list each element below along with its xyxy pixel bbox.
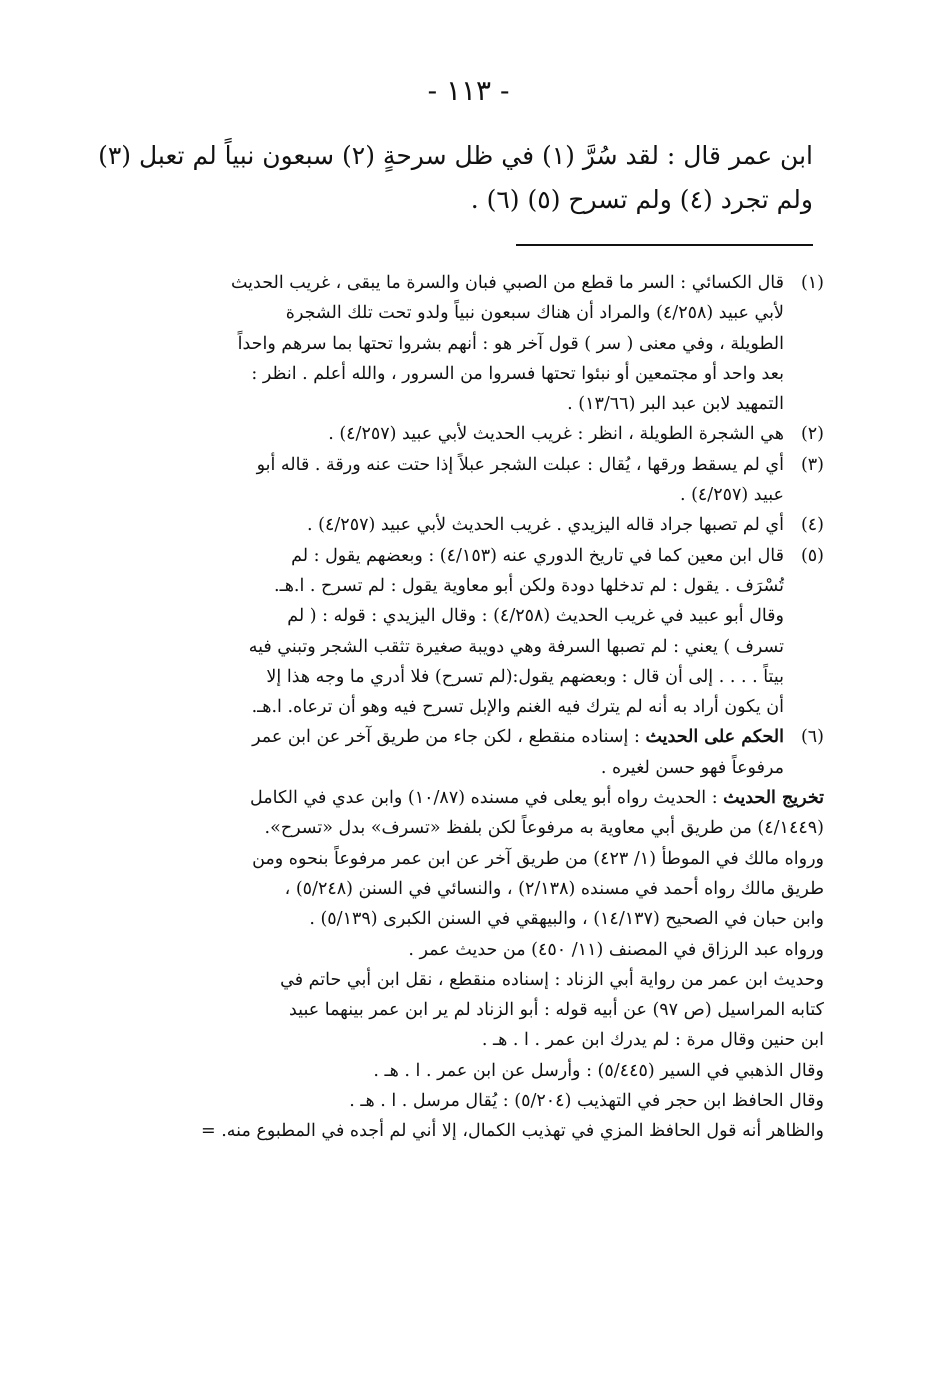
footnote-divider [516,244,813,246]
takhrij-section [96,783,824,1147]
takhrij-line: كتابه المراسيل (ص ٩٧) عن أبيه قوله : أبو الزناد لم ير ابن عمر بينهما عبيد [288,1000,824,1021]
footnote-line: لأبي عبيد (٤/٢٥٨) والمراد أن هناك سبعون نبياً ولدو تحت تلك الشجرة [285,303,784,324]
footnote-body [96,450,784,511]
footnote-number: (٤) [800,515,824,536]
footnote-line: أي لم يسقط ورقها ، يُقال : عبلت الشجر عبلاً إذا حتت عنه ورقة . قاله أبو [256,454,784,475]
footnote-line: قال ابن معين كما في تاريخ الدوري عنه (٤/١٥٣) : وبعضهم يقول : لم [291,545,784,566]
main-text [95,134,813,222]
footnote-line: تُسْرَف . يقول : لم تدخلها دودة ولكن أبو معاوية يقول : لم تسرح . ا.هـ. [274,575,784,596]
footnote-line: التمهيد لابن عبد البر (١٣/٦٦) . [567,394,784,415]
footnote-5 [96,541,824,723]
footnote-body [96,419,784,449]
footnote-body [96,268,784,419]
footnote-line: مرفوعاً فهو حسن لغيره . [600,757,784,778]
takhrij-line [96,783,824,813]
takhrij-line: ابن حنين وقال مرة : لم يدرك ابن عمر . ا . هـ . [481,1030,824,1051]
footnote-line: عبيد (٤/٢٥٧) . [679,485,784,506]
takhrij-line: ورواه مالك في الموطأ (١/ ٤٢٣) من طريق آخر عن ابن عمر مرفوعاً بنحوه ومن [252,848,824,869]
footnote-3 [96,450,824,511]
footnote-line: أن يكون أراد به أنه لم يترك فيه الغنم والإبل تسرح فيه وهو أن ترعاه. ا.هـ. [251,697,784,718]
takhrij-line: طريق مالك رواه أحمد في مسنده (٢/١٣٨) ، والنسائي في السنن (٥/٢٤٨) ، [284,878,824,899]
footnote-line: هي الشجرة الطويلة ، انظر : غريب الحديث لأبي عبيد (٤/٢٥٧) . [328,424,784,445]
footnote-body [96,722,784,783]
footnote-body [96,510,784,540]
footnote-number: (١) [800,273,824,293]
footnote-6 [96,722,824,783]
footnote-line-text: : إسناده منقطع ، لكن جاء من طريق آخر عن ابن عمر [252,727,646,748]
footnote-line: الطويلة ، وفي معنى ( سر ) قول آخر هو : أنهم بشروا تحتها بما سرهم واحداً [237,333,784,354]
footnote-line: تسرف ) يعني : لم تصبها السرفة وهي دويبة صغيرة تثقب الشجر وتبني فيه [248,636,784,657]
footnote-line: بعد واحد أو مجتمعين أو نبئوا تحتها فسروا من السرور ، والله أعلم . انظر : [251,363,784,384]
footnote-line [96,722,784,752]
footnote-number: (٥) [800,545,824,566]
footnote-line: أي لم تصبها جراد قاله اليزيدي . غريب الحديث لأبي عبيد (٤/٢٥٧) . [307,515,784,536]
footnote-line: وقال أبو عبيد في غريب الحديث (٤/٢٥٨) : وقال اليزيدي : قوله : ( لم [287,606,784,627]
takhrij-line: ورواه عبد الرزاق في المصنف (١١/ ٤٥٠) من حديث عمر . [408,939,824,960]
takhrij-line: وابن حبان في الصحيح (١٤/١٣٧) ، والبيهقي في السنن الكبرى (٥/١٣٩) . [309,909,824,930]
footnote-number: (٣) [800,454,824,475]
footnotes [96,268,824,1147]
main-text-line: ابن عمر قال : لقد سُرَّ (١) في ظل سرحةٍ (٢) سبعون نبياً لم تعبل (٣) [98,141,813,170]
hadith-ruling-heading: الحكم على الحديث [645,727,784,748]
takhrij-line: وحديث ابن عمر من رواية أبي الزناد : إسناده منقطع ، نقل ابن أبي حاتم في [280,969,824,990]
footnote-body [96,541,784,723]
main-text-line: ولم تجرد (٤) ولم تسرح (٥) (٦) . [470,185,813,214]
footnote-1 [96,268,824,419]
takhrij-line: (٤/١٤٤٩) من طريق أبي معاوية به مرفوعاً لكن بلفظ «تسرف» بدل «تسرح». [264,818,824,839]
footnote-number: (٢) [800,424,824,445]
footnote-number: (٦) [800,727,824,748]
footnote-line: قال الكسائي : السر ما قطع من الصبي فبان والسرة ما يبقى ، غريب الحديث [230,273,784,293]
takhrij-line: وقال الحافظ ابن حجر في التهذيب (٥/٢٠٤) : يُقال مرسل . ا . هـ . [349,1091,824,1112]
footnote-4 [96,510,824,540]
takhrij-line-text: : الحديث رواه أبو يعلى في مسنده (١٠/٨٧) وابن عدي في الكامل [250,788,724,809]
footnote-line: بيتاً . . . . إلى أن قال : وبعضهم يقول:(لم تسرح) فلا أدري ما وجه هذا إلا [266,666,784,687]
takhrij-line: والظاهر أنه قول الحافظ المزي في تهذيب الكمال، إلا أني لم أجده في المطبوع منه. = [201,1121,824,1142]
takhrij-line: وقال الذهبي في السير (٥/٤٤٥) : وأرسل عن ابن عمر . ا . هـ . [373,1060,824,1081]
takhrij-heading: تخريج الحديث [723,788,824,809]
footnote-2 [96,419,824,449]
page-number: - ١١٣ - [427,74,510,107]
